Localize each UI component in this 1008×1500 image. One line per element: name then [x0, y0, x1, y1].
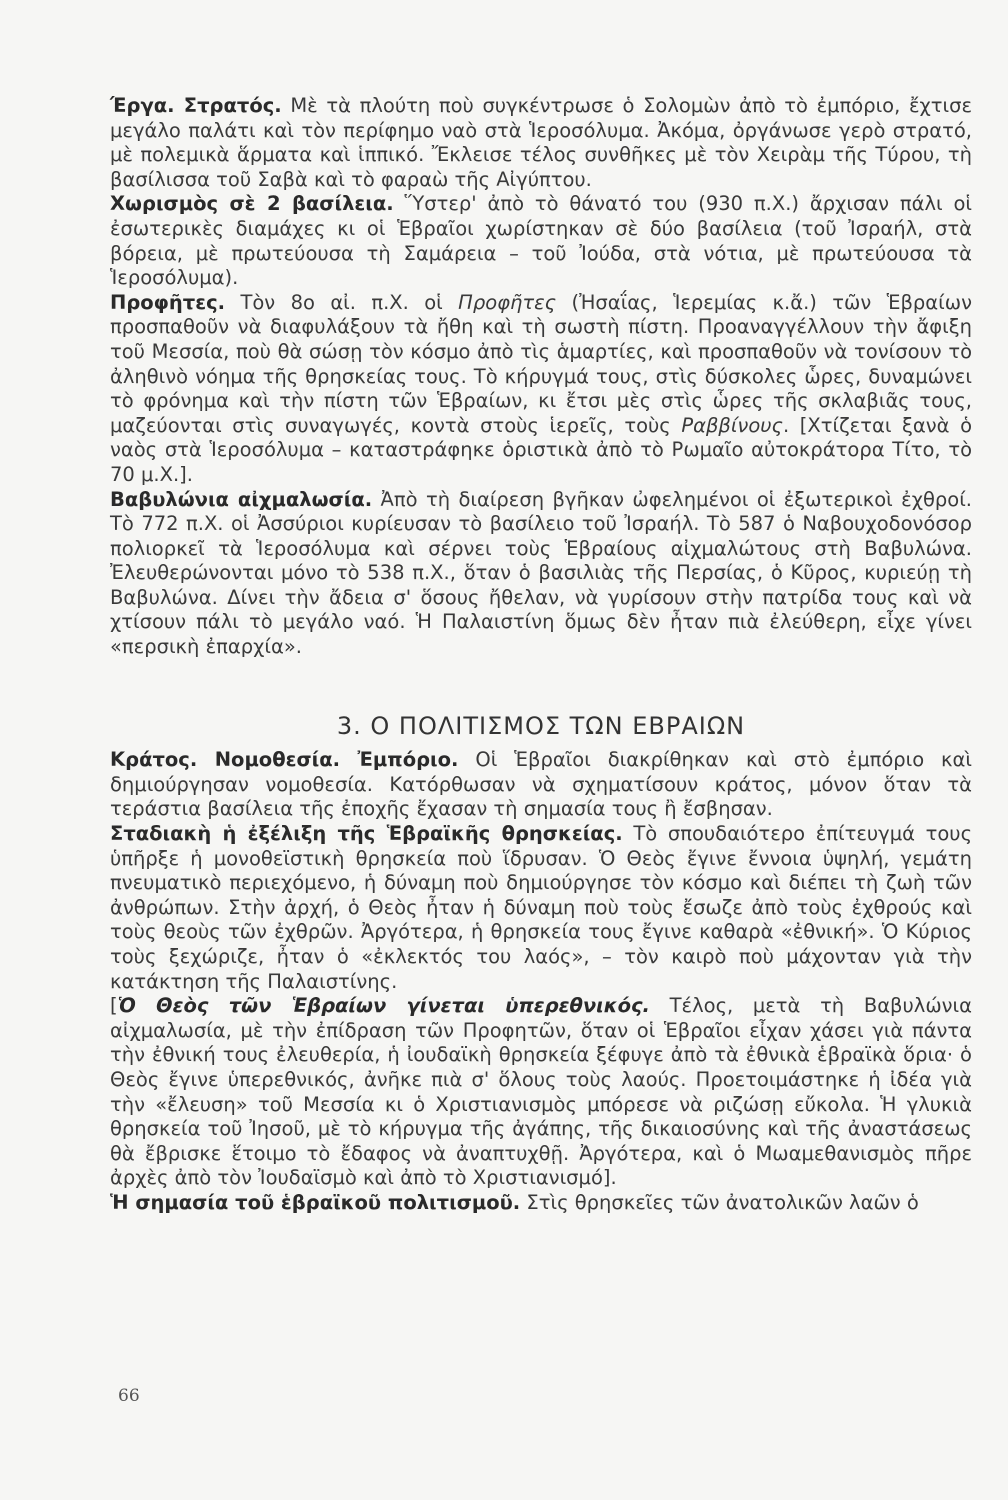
italic-term: Προφῆτες	[458, 290, 557, 314]
bracket-prefix: [	[110, 994, 118, 1018]
paragraph-text: Τέλος, μετὰ τὴ Βαβυλώνια αἰχμαλωσία, μὲ τὴν ἐπίδραση τῶν Προφητῶν, ὅταν οἱ Ἑβραῖοι εἶχαν χάσει γιὰ πάντα τὴν ἐθνική τους ἐλευθερία, ἡ ἰουδαϊκὴ θρησκεία ξέφυγε ἀπὸ τὰ ἐθνικὰ ἑβραϊκὰ ὅρια· ὁ Θεὸς ἔγινε ὑπερεθνικός, ἀνῆκε πιὰ σ' ὅλους τοὺς λαούς. Προετοιμάστηκε ἡ ἰδέα γιὰ τὴν «ἔλευση» τοῦ Μεσσία κι ὁ Χριστιανισμὸς μπόρεσε νὰ ριζώσῃ εὔκολα. Ἡ γλυκιὰ θρησκεία τοῦ Ἰησοῦ, μὲ τὸ κήρυγμα τῆς ἀγάπης, τῆς δικαιοσύνης καὶ τῆς ἀναστάσεως θὰ ἔβρισκε ἕτοιμο τὸ ἔδαφος νὰ ἀναπτυχθῇ. Ἀργότερα, καὶ ὁ Μωαμεθανισμὸς πῆρε ἀρχὲς ἀπὸ τὸν Ἰουδαϊσμὸ καὶ ἀπὸ τὸ Χριστιανισμό].	[110, 994, 972, 1190]
paragraph-state-law-trade	[110, 748, 972, 822]
paragraph-two-kingdoms	[110, 192, 972, 290]
paragraph-heading: Προφῆτες.	[110, 290, 226, 314]
paragraph-text: . [Χτίζεται ξανὰ ὁ ναὸς στὰ Ἱεροσόλυμα – καταστράφηκε ὁριστικὰ ἀπὸ τὸ Ρωμαῖο αὐτοκράτορα Τίτο, τὸ 70 μ.Χ.].	[110, 413, 972, 486]
italic-term: Ραββίνους	[681, 413, 783, 437]
paragraph-text: Οἱ Ἑβραῖοι διακρίθηκαν καὶ στὸ ἐμπόριο καὶ δημιούργησαν νομοθεσία. Κατόρθωσαν νὰ σχηματίσουν κράτος, μόνον ὅταν τὰ τεράστια βασίλεια τῆς ἐποχῆς ἔχασαν τὴ σημασία τους ἢ ἔσβησαν.	[110, 748, 972, 821]
paragraph-text: Τὸ σπουδαιότερο ἐπίτευγμά τους ὑπῆρξε ἡ μονοθεϊστικὴ θρησκεία ποὺ ἵδρυσαν. Ὁ Θεὸς ἔγινε ἔννοια ὑψηλή, γεμάτη πνευματικὸ περιεχόμενο, ἡ δύναμη ποὺ δημιούργησε τὸν κόσμο καὶ διέπει τὴ ζωὴ τῶν ἀνθρώπων. Στὴν ἀρχή, ὁ Θεὸς ἦταν ἡ δύναμη ποὺ τοὺς ἔσωζε ἀπὸ τοὺς ἐχθρούς καὶ τοὺς θεοὺς τῶν ἐχθρῶν. Ἀργότερα, ἡ θρησκεία τους ἔγινε καθαρὰ «ἐθνική». Ὁ Κύριος τοὺς ξεχώριζε, ἦταν ὁ «ἐκλεκτός του λαός», – τὸν καιρὸ ποὺ μάχονταν γιὰ τὴν κατάκτηση τῆς Παλαιστίνης.	[110, 822, 973, 993]
paragraph-babylonian-captivity	[110, 488, 972, 660]
paragraph-significance	[110, 1191, 972, 1216]
paragraph-heading: Σταδιακὴ ἡ ἐξέλιξη τῆς Ἑβραϊκῆς θρησκείας.	[110, 822, 623, 846]
paragraph-text: Ὕστερ' ἀπὸ τὸ θάνατό του (930 π.Χ.) ἄρχισαν πάλι οἱ ἐσωτερικὲς διαμάχες κι οἱ Ἑβραῖοι χωρίστηκαν σὲ δύο βασίλεια (τοῦ Ἰσραήλ, στὰ βόρεια, μὲ πρωτεύουσα τὴ Σαμάρεια – τοῦ Ἰούδα, στὰ νότια, μὲ πρωτεύουσα τὰ Ἱεροσόλυμα).	[110, 192, 972, 290]
paragraph-text: Μὲ τὰ πλούτη ποὺ συγκέντρωσε ὁ Σολομὼν ἀπὸ τὸ ἐμπόριο, ἔχτισε μεγάλο παλάτι καὶ τὸν περίφημο ναὸ στὰ Ἱεροσόλυμα. Ἀκόμα, ὀργάνωσε γερὸ στρατό, μὲ πολεμικὰ ἅρματα καὶ ἱππικό. Ἔκλεισε τέλος συνθῆκες μὲ τὸν Χειρὰμ τῆς Τύρου, τὴ βασίλισσα τοῦ Σαβὰ καὶ τὸ φαραὼ τῆς Αἰγύπτου.	[110, 94, 972, 191]
paragraph-heading: Χωρισμὸς σὲ 2 βασίλεια.	[110, 192, 394, 216]
paragraph-heading: Έργα. Στρατός.	[110, 94, 282, 117]
paragraph-supranational-god	[110, 994, 972, 1191]
paragraph-prophets	[110, 291, 972, 488]
paragraph-text: Ἀπὸ τὴ διαίρεση βγῆκαν ὠφελημένοι οἱ ἐξωτερικοὶ ἐχθροί. Τὸ 772 π.Χ. οἱ Ἀσσύριοι κυρίευσαν τὸ βασίλειο τοῦ Ἰσραήλ. Τὸ 587 ὁ Ναβουχοδονόσορ πολιορκεῖ τὰ Ἱεροσόλυμα καὶ σέρνει τοὺς Ἑβραίους αἰχμαλώτους στὴ Βαβυλώνα. Ἐλευθερώνονται μόνο τὸ 538 π.Χ., ὅταν ὁ βασιλιὰς τῆς Περσίας, ὁ Κῦρος, κυριεύῃ τὴ Βαβυλώνα. Δίνει τὴν ἄδεια σ' ὅσους ἤθελαν, νὰ γυρίσουν στὴν πατρίδα τους καὶ νὰ χτίσουν πάλι τὸ μεγάλο ναό. Ἡ Παλαιστίνη ὅμως δὲν ἦταν πιὰ ἐλεύθερη, εἶχε γίνει «περσικὴ ἐπαρχία».	[110, 487, 973, 659]
paragraph-text: Στὶς θρησκεῖες τῶν ἀνατολικῶν λαῶν ὁ	[526, 1190, 919, 1214]
paragraph-text: Τὸν 8ο αἰ. π.Χ. οἱ	[240, 290, 459, 314]
paragraph-heading: Ὁ Θεὸς τῶν Ἑβραίων γίνεται ὑπερεθνικός.	[117, 994, 650, 1018]
paragraph-heading: Κράτος. Νομοθεσία. Ἐμπόριο.	[110, 748, 459, 772]
section-title: 3. Ο ΠΟΛΙΤΙΣΜΟΣ ΤΩΝ ΕΒΡΑΙΩΝ	[336, 711, 746, 740]
page-number: 66	[118, 1386, 140, 1406]
paragraph-heading: Βαβυλώνια αἰχμαλωσία.	[110, 487, 373, 511]
paragraph-works-army	[110, 94, 972, 192]
text-column	[110, 94, 972, 1216]
paragraph-text: (Ἠσαΐας, Ἱερεμίας κ.ἄ.) τῶν Ἑβραίων προσπαθοῦν νὰ διαφυλάξουν τὰ ἤθη καὶ τὴ σωστὴ πίστη. Προαναγγέλλουν τὴν ἄφιξη τοῦ Μεσσία, ποὺ θὰ σώσῃ τὸν κόσμο ἀπὸ τὶς ἁμαρτίες, καὶ προσπαθοῦν νὰ τονίσουν τὸ ἀληθινὸ νόημα τῆς θρησκείας τους. Τὸ κήρυγμά τους, στὶς δύσκολες ὧρες, δυναμώνει τὸ φρόνημα καὶ τὴν πίστη τῶν Ἑβραίων, κι ἔτσι μὲς στὶς ὧρες τῆς σκλαβιᾶς τους, μαζεύονται στὶς συναγωγές, κοντὰ στοὺς ἱερεῖς, τοὺς	[110, 290, 972, 437]
paragraph-heading: Ἡ σημασία τοῦ ἑβραϊκοῦ πολιτισμοῦ.	[110, 1190, 521, 1214]
paragraph-religion-evolution	[110, 822, 972, 994]
